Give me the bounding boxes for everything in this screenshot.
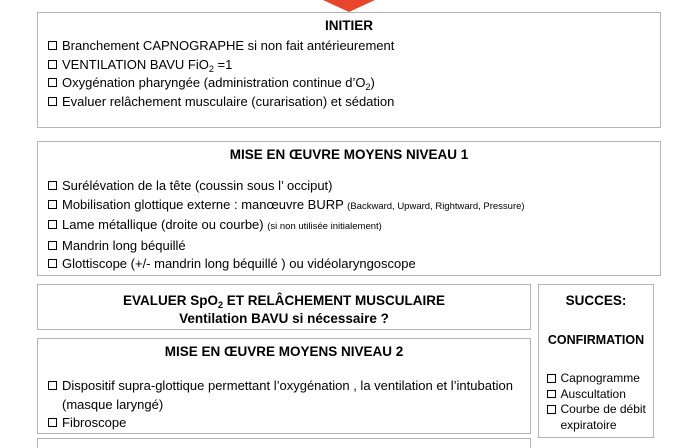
item-label: Mandrin long béquillé xyxy=(62,237,186,253)
checkbox[interactable] xyxy=(48,220,57,229)
flow-arrow xyxy=(323,0,375,12)
succes-box xyxy=(538,284,654,438)
checkbox[interactable] xyxy=(48,41,57,50)
checklist-item xyxy=(546,402,653,433)
item-label: Branchement CAPNOGRAPHE si non fait antérieurement xyxy=(62,38,395,53)
checklist-item xyxy=(47,196,660,217)
checklist-item xyxy=(47,93,660,112)
confirmation-title: CONFIRMATION xyxy=(547,333,645,347)
niveau1-title: MISE EN ŒUVRE MOYENS NIVEAU 1 xyxy=(229,147,469,162)
item-label: Lame métallique (droite ou courbe) (si non utilisée initialement) xyxy=(62,217,382,232)
item-label: Dispositif supra-glottique permettant l’oxygénation , la ventilation et l’intubation (masque laryngé) xyxy=(62,378,513,412)
initier-box xyxy=(37,12,661,128)
initier-title: INITIER xyxy=(324,18,373,33)
niveau2-title: MISE EN ŒUVRE MOYENS NIVEAU 2 xyxy=(164,344,404,359)
item-label: Mobilisation glottique externe : manœuvre BURP (Backward, Upward, Rightward, Pressure) xyxy=(62,196,525,212)
initier-list xyxy=(47,37,660,111)
checklist-item xyxy=(47,237,660,256)
evaluer-line2: Ventilation BAVU si nécessaire ? xyxy=(179,311,389,326)
niveau2-box xyxy=(37,338,531,434)
next-box-partial xyxy=(37,438,531,448)
checkbox[interactable] xyxy=(48,259,57,268)
checklist-item xyxy=(47,414,530,433)
checkbox[interactable] xyxy=(48,381,57,390)
checklist-item xyxy=(47,255,660,274)
checkbox[interactable] xyxy=(48,97,57,106)
checkbox[interactable] xyxy=(547,405,556,414)
item-label: Auscultation xyxy=(560,386,626,401)
checkbox[interactable] xyxy=(48,241,57,250)
checkbox[interactable] xyxy=(48,181,57,190)
niveau1-box xyxy=(37,141,661,276)
item-label: Surélévation de la tête (coussin sous l’ occiput) xyxy=(62,178,333,193)
checklist-item xyxy=(47,216,660,237)
checkbox[interactable] xyxy=(547,374,556,383)
item-label: Fibroscope xyxy=(62,415,127,430)
evaluer-title xyxy=(38,292,530,328)
item-label: Glottiscope (+/- mandrin long béquillé ) ou vidéolaryngoscope xyxy=(62,256,416,271)
checkbox[interactable] xyxy=(48,60,57,69)
niveau1-list xyxy=(47,177,660,274)
item-label: Oxygénation pharyngée (administration continue $d’O_2$) xyxy=(62,75,375,92)
checklist-item xyxy=(47,177,660,196)
checklist-item xyxy=(546,371,653,387)
checkbox[interactable] xyxy=(547,390,556,399)
checkbox[interactable] xyxy=(48,200,57,209)
item-label: Courbe de débit expiratoire xyxy=(560,402,646,432)
checklist-item xyxy=(47,56,660,75)
succes-title: SUCCES: xyxy=(565,293,627,308)
checklist-item xyxy=(546,387,653,403)
item-label: VENTILATION BAVU FiO$_2$ =1 xyxy=(62,56,233,74)
checklist-item xyxy=(47,74,660,93)
item-label: Capnogramme xyxy=(560,371,640,385)
checklist-item xyxy=(47,377,530,414)
succes-list xyxy=(546,371,653,433)
evaluer-line1: EVALUER SpO$_2$ ET RELÂCHEMENT MUSCULAIRE xyxy=(122,293,446,310)
item-label: Evaluer relâchement musculaire (curarisation) et sédation xyxy=(62,93,395,109)
checklist-item xyxy=(47,37,660,56)
niveau2-list xyxy=(47,377,530,433)
evaluer-box xyxy=(37,284,531,330)
checkbox[interactable] xyxy=(48,78,57,87)
checkbox[interactable] xyxy=(48,418,57,427)
